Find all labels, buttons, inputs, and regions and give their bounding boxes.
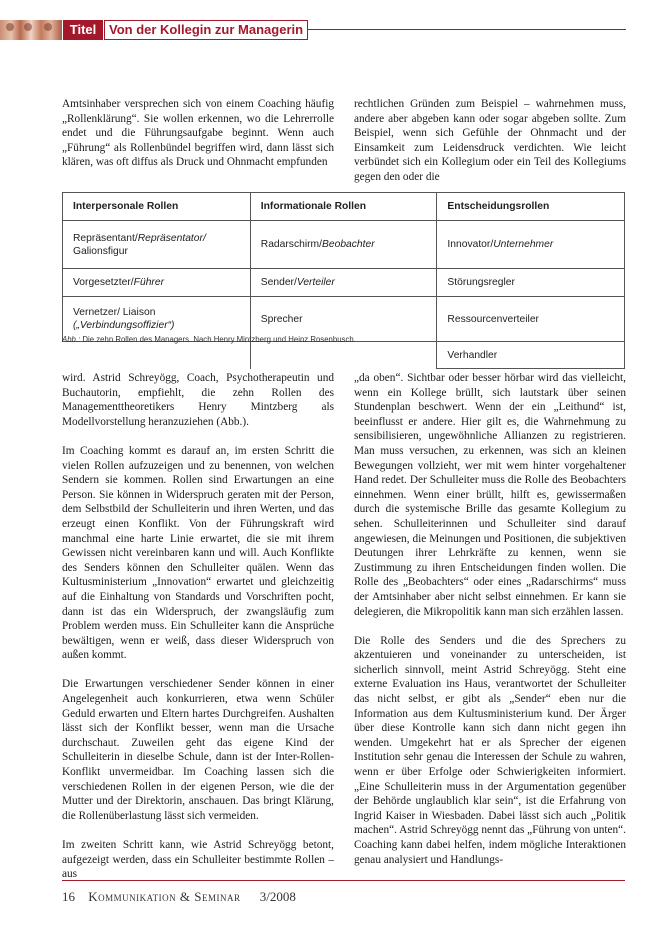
table-row (63, 221, 625, 269)
table-cell-empty (63, 342, 251, 369)
rubric-label: Titel (63, 20, 103, 40)
bottom-right-column (354, 371, 626, 867)
table-cell: Vorgesetzter/Führer (63, 269, 251, 297)
paragraph: Im zweiten Schritt kann, wie Astrid Schreyögg betont, aufgezeigt werden, dass ein Schulleiter bestimmte Rollen – aus (62, 839, 334, 881)
top-left-column (62, 97, 334, 170)
magazine-name: Kommunikation & Seminar (88, 889, 241, 904)
paragraph: rechtlichen Gründen zum Beispiel – wahrnehmen muss, andere aber abgeben kann oder sogar abgeben sollte. Zum Beispiel, wenn sich Gefühle der Ohnmacht und der Einsamkeit zum Leidensdruck verdichten. Wie leicht verbündet sich ein Kollegium oder ein Teil des Kollegiums gegen den oder die (354, 98, 626, 183)
top-right-column (354, 97, 626, 185)
footer-rule (62, 880, 625, 881)
table-cell: Radarschirm/Beobachter (250, 221, 437, 269)
paragraph: Amtsinhaber versprechen sich von einem Coaching häufig „Rollenklärung“. Sie wollen erkennen, wo die Lehrerrolle endet und die Führungsaufgabe beginnt. Wenn auch „Führung“ als Rollenbündel begriffen wird, dann lässt sich klären, was oft diffus als Druck und Ohnmacht empfunden (62, 98, 334, 169)
table-cell: Sender/Verteiler (250, 269, 437, 297)
table-cell-empty (250, 342, 437, 369)
table-cell: Repräsentant/Repräsentator/ Galionsfigur (63, 221, 251, 269)
table-cell: Innovator/Unternehmer (437, 221, 625, 269)
table-header-row (63, 193, 625, 221)
table-caption: Abb.: Die zehn Rollen des Managers. Nach Henry Mintzberg und Heinz Rosenbusch. (62, 335, 356, 344)
issue-number: 3/2008 (259, 889, 296, 904)
table-row (63, 342, 625, 369)
paragraph: Die Rolle des Senders und die des Sprechers zu akzentuieren und voneinander zu unterscheiden, ist sicherlich sinnvoll, meint Astrid Schreyögg. Steht eine externe Evaluation ins Haus, verantwortet der Schulleiter das nicht selbst, er gibt als „Sender“ eben nur die Information aus dem Kultusministerium kund. Der Ärger über diese Kontrolle kann sich dann nicht gegen ihn wenden. Umgekehrt hat er als Sprecher der eigenen Institution sehr genau die Interessen der Schule zu wahren, wenn er über Erfolge oder Schwierigkeiten informiert. „Eine Schulleiterin muss in der Argumentation gegenüber der Behörde unglaublich klar sein“, ist die Erfahrung von Ingrid Kaiser in Wiesbaden. Dabei lässt sich auch „Politik machen“. Astrid Schreyögg nennt das „Führung von unten“. Coaching kann dabei helfen, indem mögliche Interaktionen genau analysiert und Handlungs- (354, 634, 627, 866)
paragraph: Die Erwartungen verschiedener Sender können in einer Angelegenheit auch konkurrieren, etwa wenn Schüler Geduld erwarten und Eltern hartes Durchgreifen. Aushalten lässt sich der Konflikt besser, wenn man die Ursache durchschaut. Zuweilen geht das eigene Kind der Schulleiterin in dieselbe Schule, dann ist der Inter-Rollen-Konflikt unvermeidbar. Im Coaching lassen sich die verschiedenen Rollen in der eigenen Person, wie die der Mutter und der Direktorin, anschauen. Das bringt Klärung, die Rollenüberlastung lässt sich vermeiden. (62, 678, 334, 822)
column-header: Interpersonale Rollen (63, 193, 251, 221)
bottom-left-column (62, 371, 334, 882)
paragraph: wird. Astrid Schreyögg, Coach, Psychotherapeutin und Buchautorin, empfiehlt, die zehn Rollen des Managementtheoretikers Henry Mintzberg als Modellvorstellung heranzuziehen (Abb.). (62, 372, 334, 428)
table-cell: Verhandler (437, 342, 625, 369)
paragraph: „da oben“. Sichtbar oder besser hörbar wird das vielleicht, wenn ein Kollege brüllt, sich lautstark über seinen Stundenplan beschwert. Wenn der ein „Leithund“ ist, beeinflusst er andere. Hier gilt es, die Wahrnehmung zu sensibilisieren, ungewöhnliche Allianzen zu registrieren. Man muss versuchen, zu erkennen, was sich an kleinen Bewegungen vollzieht, wer mit wem hinter vorgehaltener Hand redet. Der Schulleiter muss die Rolle des Beobachters einnehmen. Wenn einer brüllt, hilft es, gewissermaßen durch die systemische Brille das gesamte Kollegium zu sehen. Schulleiterinnen und Schulleiter sind darauf angewiesen, die Meinungen und Positionen, die subjektiven Deutungen ihrer Lehrkräfte zu kennen, wenn sie Zustimmung zu ihren Entscheidungen finden wollen. Die Rolle des „Beobachters“ oder eines „Radarschirms“ muss der Amtsinhaber aber nicht selbst einnehmen. Er kann sie delegieren, die Mikropolitik kann man sich erzählen lassen. (354, 372, 626, 618)
header-rule (308, 29, 626, 30)
header-photo-strip (0, 20, 62, 40)
column-header: Entscheidungsrollen (437, 193, 625, 221)
page-number: 16 (62, 889, 75, 904)
paragraph: Im Coaching kommt es darauf an, im ersten Schritt die vielen Rollen aufzuzeigen und zu benennen, von welchen Sendern sie kommen. Rollen sind Erwartungen an eine Person. Sie können in Widerspruch geraten mit der Person, dem Selbstbild der Schulleiterin und ihren Werten, und das erzeugt einen Konflikt. Von der Führungskraft wird manchmal eine harte Linie erwartet, die sie mit ihrem Gewissen nicht vereinbaren kann und will. Auch Konflikte des Senders können den Schulleiter quälen. Wenn das Kultusministerium „Innovation“ erwartet und gleichzeitig auf die Einhaltung von Standards und Vorschriften pocht, dann ist das ein Widerspruch, der zwangsläufig zum Problem werden muss. Ein Schulleiter kann die Ansprüche bewältigen, wenn er weiß, dass dieser Widerspruch von außen kommt. (62, 444, 334, 662)
column-header: Informationale Rollen (250, 193, 437, 221)
table-cell: Ressourcenverteiler (437, 297, 625, 342)
table-row (63, 269, 625, 297)
article-title: Von der Kollegin zur Managerin (104, 20, 308, 40)
table-cell: Störungsregler (437, 269, 625, 297)
table-cell: Sprecher (250, 297, 437, 342)
page-header (0, 20, 656, 44)
page-footer (62, 889, 296, 905)
table-cell: Vernetzer/ Liaison („Verbindungsoffizier“) (63, 297, 251, 342)
